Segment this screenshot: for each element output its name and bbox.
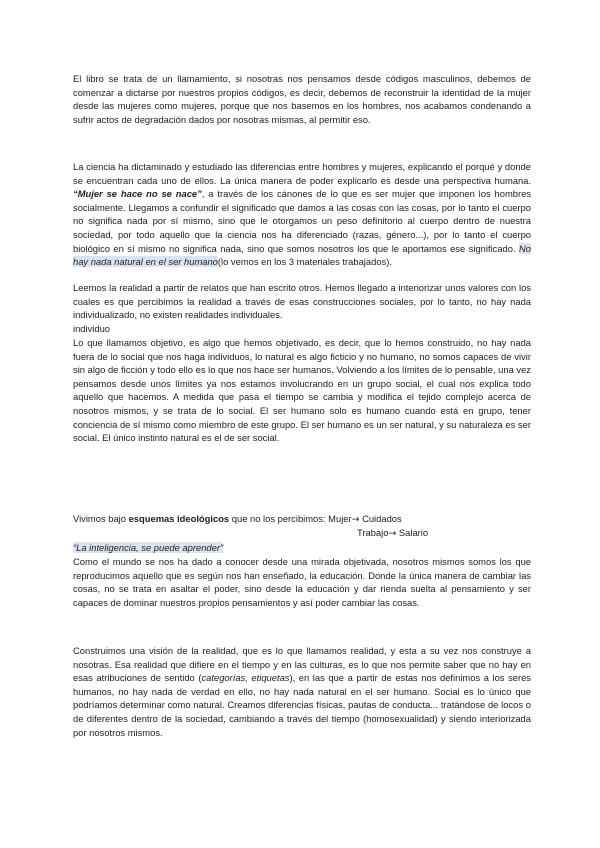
paragraph-science-text-b: , a través de los cánones de lo que es ser mujer que imponen los hombres socialmente. Llegamos a confundir el significado que damos a las cosas con las cosas, por lo tanto el cuerpo no significa nada por sí mismo, sino que le otorgamos un peso definitorio al cuerpo dentro de nuestra sociedad, por todo aquello que la ciencia nos ha diferenciado (razas, género...), por lo tanto el cuerpo biológico en sí mismo no significa nada, sino que somos nosotros los que le aportamos ese significado. bbox=[73, 188, 532, 254]
paragraph-reality-text-a: Construimos una visión de la realidad, que es lo que llamamos realidad, y esta a su vez nos construye a nosotras. Esa realidad que difiere en el tiempo y en las culturas, es lo que nos permite saber que no hay en esas atribuciones de sentido ( bbox=[73, 645, 531, 684]
arrow-icon-2: → bbox=[388, 528, 397, 539]
schemes-item1: Cuidados bbox=[359, 513, 402, 524]
paragraph-science-text-a: La ciencia ha dictaminado y estudiado las diferencias entre hombres y mujeres, explicando el porqué y donde se encuentran cada uno de ellos. La única manera de poder explicarlo es desde una perspectiva humana. bbox=[73, 161, 531, 186]
paragraph-reality-text-b: ), en las que a partir de estas nos definimos a los seres humanos, no hay nada de verdad en ello, no hay nada natural en el ser humano. Social es lo único que podríamos determinar como natural. Creamos diferencias físicas, pautas de conducta... tratándose de locos o de diferentes dentro de la sociedad, cambiando a través del tiempo (homosexualidad) y siendo interiorizada por nosotros mismos. bbox=[73, 672, 531, 738]
paragraph-science-text-c: (lo vemos en los 3 materiales trabajados). bbox=[217, 256, 392, 268]
paragraph-intro: El libro se trata de un llamamiento, si nosotras nos pensamos desde códigos masculinos, debemos de comenzar a dictarse por nuestros propios códigos, es decir, debemos de reconstruir la identidad de la mujer desde las mujeres como mujeres, porque que nos basemos en los hombres, nos acabamos condenando a sufrir actos de degradación dados por nosotras mismas, al permitir eso. bbox=[73, 73, 531, 125]
paragraph-reality-italic: categorías, etiquetas bbox=[201, 672, 290, 684]
schemes-item2: Salario bbox=[396, 527, 429, 538]
schemes-line bbox=[73, 512, 531, 527]
arrow-icon: → bbox=[351, 514, 360, 525]
schemes-post: que no los percibimos: Mujer bbox=[229, 513, 352, 524]
highlighted-phrase: No hay nada natural en el ser humano bbox=[73, 242, 531, 268]
schemes-pre: Vivimos bajo bbox=[73, 513, 129, 524]
paragraph-reality bbox=[73, 644, 531, 739]
paragraph-reading: Leemos la realidad a partir de relatos que han escrito otros. Hemos llegado a interiorizar unos valores con los cuales es que percibimos la realidad a través de esas construcciones sociales, por lo tanto, no hay nada individualizado, no existen realidades individuales. bbox=[73, 282, 531, 321]
paragraph-education: Como el mundo se nos ha dado a conocer desde una mirada objetivada, nosotros mismos somos los que reproducimos aquello que es según nos han enseñado, la educación. Donde la única manera de cambiar las cosas, no se trata en asaltar el poder, sino desde la educación y dar rienda suelta al pensamiento y ser capaces de dominar nuestros propios pensamientos y así poder cambiar las cosas. bbox=[73, 556, 531, 608]
quote-intelligence: “La inteligencia, se puede aprender” bbox=[73, 542, 224, 553]
quote-mujer: “Mujer se hace no se nace” bbox=[73, 188, 202, 200]
word-individuo: individuo bbox=[73, 323, 111, 334]
paragraph-objective: Lo que llamamos objetivo, es algo que hemos objetivado, es decir, que lo hemos construido, no hay nada fuera de lo social que nos haga individuos, lo natural es algo ficticio y no humano, no somos capaces de vivir sin algo de ficción y todo ello es lo que nos hace ser humanos. Volviendo a los límites de lo pensable, una vez pensamos desde unos límites ya nos estamos involucrando en un grupo social, el cual nos explica todo aquello que hacemos. A medida que pasa el tiempo se cambia y modifica el tejido complejo acerca de nosotros mismos, y se trata de lo social. El ser humano solo es humano cuando está en grupo, tener conciencia de sí mismo como miembro de este grupo. El ser humano es un ser natural, y su naturaleza es ser social. El único instinto natural es el de ser social. bbox=[73, 337, 531, 444]
schemes-line-2 bbox=[357, 526, 428, 541]
paragraph-science bbox=[73, 160, 531, 269]
schemes-bold: esquemas ideológicos bbox=[128, 513, 230, 524]
schemes-item2-pre: Trabajo bbox=[357, 527, 389, 538]
quote-intelligence-line bbox=[73, 541, 531, 555]
